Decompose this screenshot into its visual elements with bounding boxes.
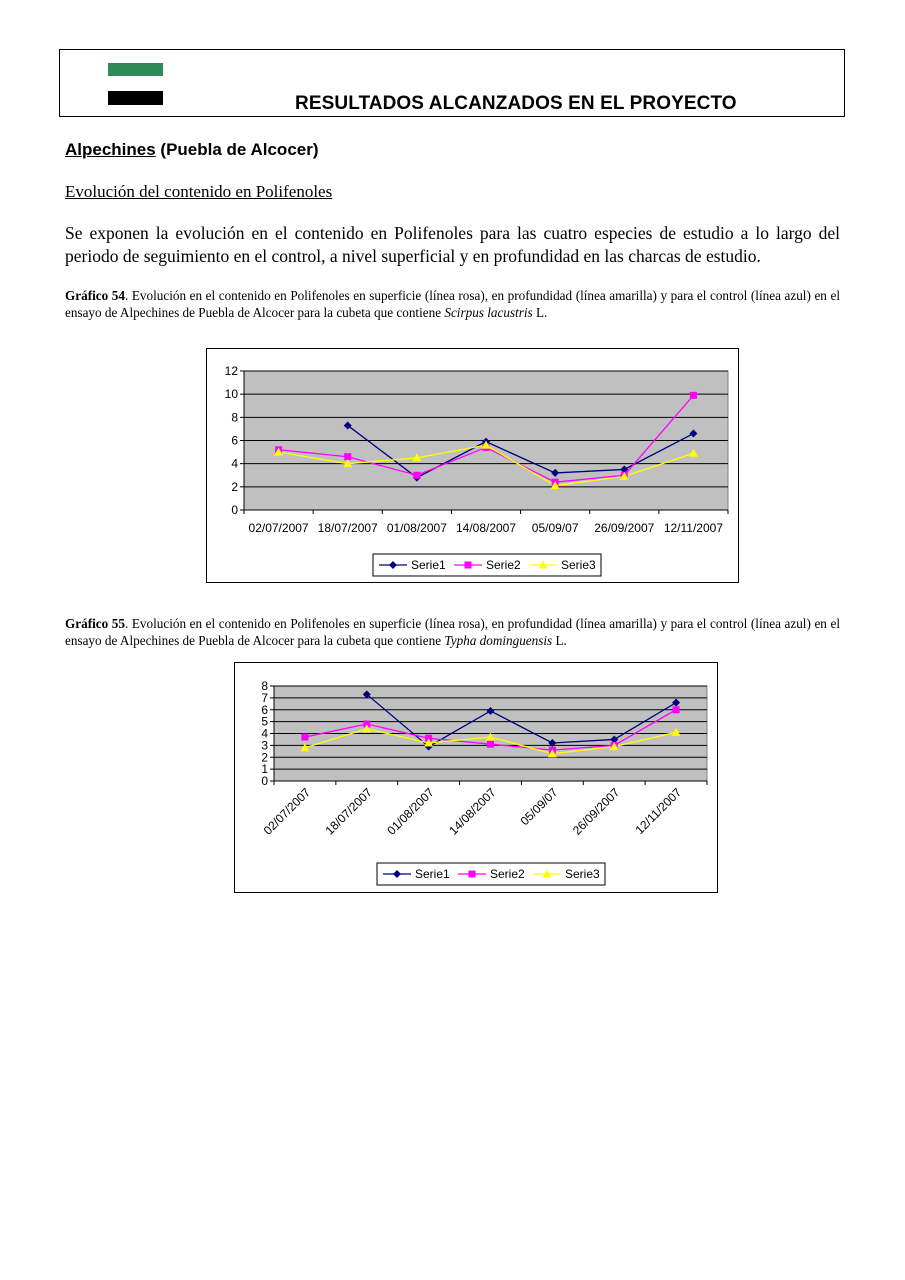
y-tick-label: 6 xyxy=(231,433,238,448)
x-tick-label: 14/08/2007 xyxy=(446,785,499,838)
subtitle: Evolución del contenido en Polifenoles xyxy=(65,182,333,201)
data-point-square xyxy=(301,734,308,741)
data-point-square xyxy=(469,871,476,878)
x-tick-label: 01/08/2007 xyxy=(386,521,447,535)
y-tick-label: 8 xyxy=(231,410,238,425)
y-tick-label: 6 xyxy=(261,702,268,717)
x-tick-label: 12/11/2007 xyxy=(632,785,685,837)
page-header xyxy=(59,49,845,117)
x-tick-label: 05/09/07 xyxy=(517,785,561,829)
section-title-location: (Puebla de Alcocer) xyxy=(155,140,319,159)
section-title xyxy=(65,140,319,160)
caption-label: Gráfico 55 xyxy=(65,616,125,631)
chart-svg xyxy=(207,349,740,584)
x-tick-label: 26/09/2007 xyxy=(594,521,655,535)
data-point-square xyxy=(413,472,420,479)
caption-species: Scirpus lacustris xyxy=(444,305,533,320)
x-tick-label: 02/07/2007 xyxy=(248,521,309,535)
x-tick-label: 02/07/2007 xyxy=(260,785,314,838)
y-tick-label: 10 xyxy=(224,387,238,402)
y-tick-label: 4 xyxy=(231,456,238,471)
header-title: RESULTADOS ALCANZADOS EN EL PROYECTO xyxy=(295,93,737,114)
caption-grafico-54 xyxy=(65,287,840,321)
caption-text: . Evolución en el contenido en Polifenoles en superficie (línea rosa), en profundidad (línea amarilla) y para el control (línea azul) en el ensayo de Alpechines de Puebla de Alcocer para la cubeta que contiene xyxy=(65,288,840,320)
chart-grafico-55 xyxy=(234,662,718,893)
y-tick-label: 2 xyxy=(261,750,268,765)
caption-label: Gráfico 54 xyxy=(65,288,125,303)
x-tick-label: 18/07/2007 xyxy=(322,785,375,838)
data-point-square xyxy=(673,706,680,713)
y-tick-label: 0 xyxy=(231,503,238,517)
data-point-square xyxy=(487,741,494,748)
y-tick-label: 5 xyxy=(261,714,268,729)
legend-label: Serie1 xyxy=(415,867,450,881)
legend-label: Serie3 xyxy=(561,558,596,572)
legend-label: Serie2 xyxy=(490,867,525,881)
intro-paragraph: Se exponen la evolución en el contenido en Polifenoles para las cuatro especies de estudio a lo largo del periodo de seguimiento en el control, a nivel superficial y en profundidad en las charcas de estudio. xyxy=(65,223,840,266)
x-tick-label: 18/07/2007 xyxy=(317,521,378,535)
y-tick-label: 4 xyxy=(261,726,268,741)
x-tick-label: 26/09/2007 xyxy=(569,785,623,838)
legend-label: Serie2 xyxy=(486,558,521,572)
y-tick-label: 3 xyxy=(261,738,268,753)
x-tick-label: 01/08/2007 xyxy=(384,785,437,838)
caption-grafico-55 xyxy=(65,615,840,649)
data-point-square xyxy=(465,562,472,569)
legend-label: Serie3 xyxy=(565,867,600,881)
y-tick-label: 0 xyxy=(261,774,268,788)
y-tick-label: 12 xyxy=(224,364,238,378)
chart-svg xyxy=(235,663,719,894)
flag-black-stripe xyxy=(108,91,163,105)
caption-text: . Evolución en el contenido en Polifenoles en superficie (línea rosa), en profundidad (línea amarilla) y para el control (línea azul) en el ensayo de Alpechines de Puebla de Alcocer para la cubeta que contiene xyxy=(65,616,840,648)
flag-green-stripe xyxy=(108,63,163,76)
data-point-square xyxy=(344,453,351,460)
caption-species: Typha dominguensis xyxy=(444,633,553,648)
x-tick-label: 12/11/2007 xyxy=(663,521,724,535)
data-point-square xyxy=(690,392,697,399)
caption-suffix: L. xyxy=(532,305,548,320)
section-title-place: Alpechines xyxy=(65,140,156,159)
y-tick-label: 2 xyxy=(231,479,238,494)
chart-grafico-54 xyxy=(206,348,739,583)
y-tick-label: 1 xyxy=(261,762,268,777)
x-tick-label: 14/08/2007 xyxy=(455,521,517,535)
y-tick-label: 7 xyxy=(261,690,268,705)
legend-label: Serie1 xyxy=(411,558,446,572)
y-tick-label: 8 xyxy=(261,679,268,693)
caption-suffix: L. xyxy=(552,633,567,648)
x-tick-label: 05/09/07 xyxy=(531,521,579,535)
